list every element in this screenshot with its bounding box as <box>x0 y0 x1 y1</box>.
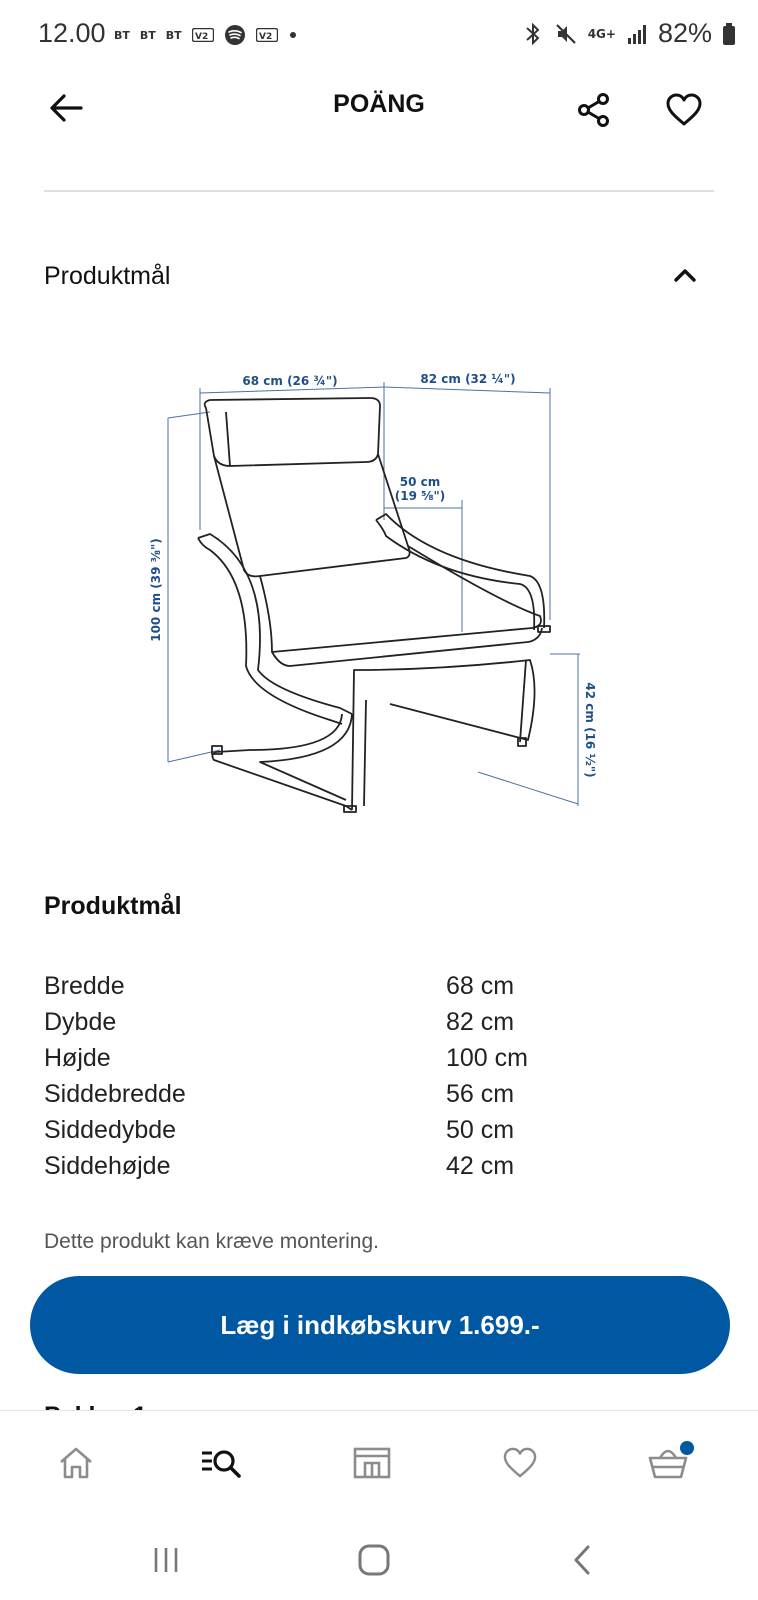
svg-text:V2: V2 <box>258 32 272 42</box>
chair-dimension-diagram <box>140 370 620 840</box>
dimension-row <box>44 1040 714 1076</box>
dimension-label: Siddebredde <box>44 1079 186 1108</box>
system-back-button[interactable] <box>552 1534 612 1586</box>
seat-depth-cm-label: 50 cm <box>399 475 441 489</box>
search-list-icon <box>200 1445 244 1481</box>
share-button[interactable] <box>568 84 620 136</box>
seat-height-dimension-label: 42 cm (16 ½") <box>583 682 597 778</box>
seat-depth-in-label: (19 ⅝") <box>394 489 446 503</box>
network-type-icon: 4G+ <box>587 26 616 41</box>
nav-search[interactable] <box>190 1435 254 1491</box>
recents-button[interactable] <box>136 1534 196 1586</box>
cart-badge <box>680 1441 694 1455</box>
dimension-value: 56 cm <box>446 1079 515 1108</box>
dimension-value: 42 cm <box>446 1151 515 1180</box>
home-circle-icon <box>357 1543 391 1577</box>
home-icon <box>58 1446 94 1480</box>
chair-outline <box>198 398 550 812</box>
dimension-value: 68 cm <box>446 971 515 1000</box>
store-icon <box>352 1446 392 1480</box>
product-dimensions-toggle[interactable] <box>44 252 714 312</box>
signal-icon <box>626 23 648 45</box>
favorite-button[interactable] <box>658 84 710 136</box>
height-dimension-label: 100 cm (39 ⅜") <box>149 538 163 642</box>
dimension-row <box>44 1076 714 1112</box>
dimension-row <box>44 968 714 1004</box>
system-navigation-bar <box>0 1520 758 1600</box>
depth-dimension-label: 82 cm (32 ¼") <box>420 372 516 386</box>
chevron-up-icon <box>672 266 698 284</box>
nav-favorites[interactable] <box>488 1435 552 1491</box>
home-button[interactable] <box>344 1534 404 1586</box>
battery-icon <box>722 22 736 46</box>
spotify-icon <box>224 24 246 46</box>
nav-basket[interactable] <box>636 1435 700 1491</box>
dimension-label: Dybde <box>44 1007 117 1036</box>
dimensions-heading: Produktmål <box>44 892 182 920</box>
dimension-row <box>44 1148 714 1184</box>
bt-notification-icon: BT <box>114 28 130 42</box>
mute-icon <box>554 22 578 46</box>
bottom-navigation <box>0 1410 758 1521</box>
heart-icon <box>666 93 702 127</box>
assembly-note: Dette produkt kan kræve montering. <box>44 1230 379 1253</box>
status-time: 12.00 <box>38 18 106 48</box>
dimension-label: Bredde <box>44 971 125 1000</box>
width-dimension-label: 68 cm (26 ¾") <box>242 374 338 388</box>
section-label: Produktmål <box>44 262 171 290</box>
dimension-value: 50 cm <box>446 1115 515 1144</box>
page-title: POÄNG <box>333 90 425 118</box>
bt-notification-icon: BT <box>165 28 182 42</box>
dot-icon <box>288 30 298 40</box>
bt-notification-icon: BT <box>139 28 156 42</box>
nav-stores[interactable] <box>340 1435 404 1491</box>
dimension-label: Siddedybde <box>44 1115 177 1144</box>
dimension-row <box>44 1112 714 1148</box>
dimension-label: Højde <box>44 1043 111 1072</box>
bluetooth-icon <box>522 22 544 46</box>
add-to-cart-button[interactable]: Læg i indkøbskurv 1.699.- <box>30 1276 730 1374</box>
header-divider <box>44 190 714 192</box>
dimension-row <box>44 1004 714 1040</box>
system-icons <box>522 18 736 49</box>
dimension-value: 82 cm <box>446 1007 515 1036</box>
share-icon <box>576 92 612 128</box>
dimensions-table <box>44 968 714 1184</box>
nav-home[interactable] <box>44 1435 108 1491</box>
back-chevron-icon <box>570 1544 594 1576</box>
recents-icon <box>150 1546 182 1574</box>
heart-icon <box>502 1447 538 1479</box>
status-bar <box>0 0 758 70</box>
battery-percent: 82% <box>657 18 712 48</box>
dimension-value: 100 cm <box>446 1043 528 1072</box>
tv2-icon <box>192 28 214 42</box>
tv2-icon <box>256 28 278 42</box>
dimension-label: Siddehøjde <box>44 1151 171 1180</box>
notification-icons <box>114 24 298 46</box>
svg-text:V2: V2 <box>194 32 208 42</box>
